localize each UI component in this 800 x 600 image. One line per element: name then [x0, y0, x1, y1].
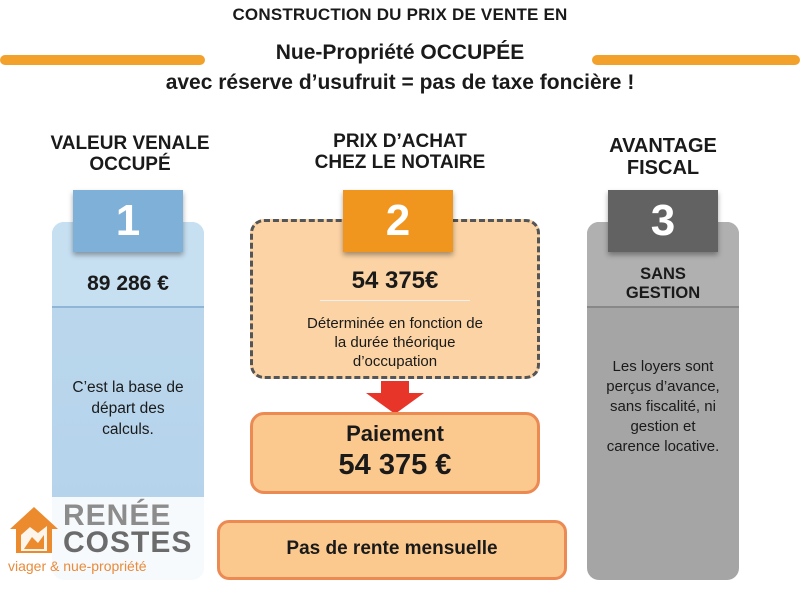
column-2-separator — [320, 300, 470, 301]
house-logo-icon — [8, 505, 60, 555]
down-arrow-icon — [364, 381, 426, 415]
column-1-heading — [30, 133, 230, 175]
step-1-badge: 1 — [73, 190, 183, 252]
column-1-heading-line-1: VALEUR VENALE — [50, 133, 210, 154]
payment-label: Paiement — [346, 421, 444, 446]
step-2-badge: 2 — [343, 190, 453, 252]
column-3-heading — [563, 135, 763, 179]
column-1-description-line: départ des — [91, 400, 165, 417]
column-3-description-line: perçus d’avance, — [606, 378, 720, 395]
column-3-description-line: Les loyers sont — [612, 358, 714, 375]
column-1-heading-line-2: OCCUPÉ — [89, 154, 171, 175]
column-1-value: 89 286 € — [87, 272, 169, 295]
column-3-value-line-2: GESTION — [625, 284, 701, 302]
column-3-description-line: gestion et — [630, 418, 696, 435]
column-3-value-line-1: SANS — [640, 265, 686, 283]
column-2-heading-line-1: PRIX D’ACHAT — [333, 131, 467, 152]
column-1-divider — [52, 306, 204, 308]
column-2-description-line: Déterminée en fonction de — [307, 315, 483, 332]
column-1-description — [58, 377, 198, 440]
column-3-description — [592, 357, 734, 457]
column-1-description-line: calculs. — [102, 421, 154, 438]
step-3-badge: 3 — [608, 190, 718, 252]
logo-tagline: viager & nue-propriété — [8, 558, 147, 574]
column-2-heading-line-2: CHEZ LE NOTAIRE — [314, 152, 486, 173]
column-3-heading-line-1: AVANTAGE — [609, 135, 717, 157]
column-1-description-line: C’est la base de — [72, 379, 184, 396]
header-title: CONSTRUCTION DU PRIX DE VENTE EN — [232, 5, 568, 24]
column-3-value — [587, 265, 739, 303]
no-rent-label: Pas de rente mensuelle — [286, 538, 498, 559]
logo-name-line-1: RENÉE — [63, 499, 172, 532]
column-3-heading-line-2: FISCAL — [626, 157, 700, 179]
column-2-description-line: d’occupation — [352, 353, 438, 370]
column-3-description-line: sans fiscalité, ni — [610, 398, 716, 415]
column-3-description-line: carence locative. — [606, 438, 720, 455]
column-2-heading — [290, 131, 510, 173]
column-3-divider — [587, 306, 739, 308]
subtitle-line-2: avec réserve d’usufruit = pas de taxe foncière ! — [165, 71, 635, 94]
logo-name-line-2: COSTES — [63, 526, 193, 559]
column-2-description — [270, 314, 520, 371]
column-2-description-line: la durée théorique — [334, 334, 456, 351]
subtitle-line-1: Nue-Propriété OCCUPÉE — [275, 41, 525, 64]
payment-amount: 54 375 € — [338, 449, 452, 481]
column-2-value: 54 375€ — [351, 267, 439, 294]
